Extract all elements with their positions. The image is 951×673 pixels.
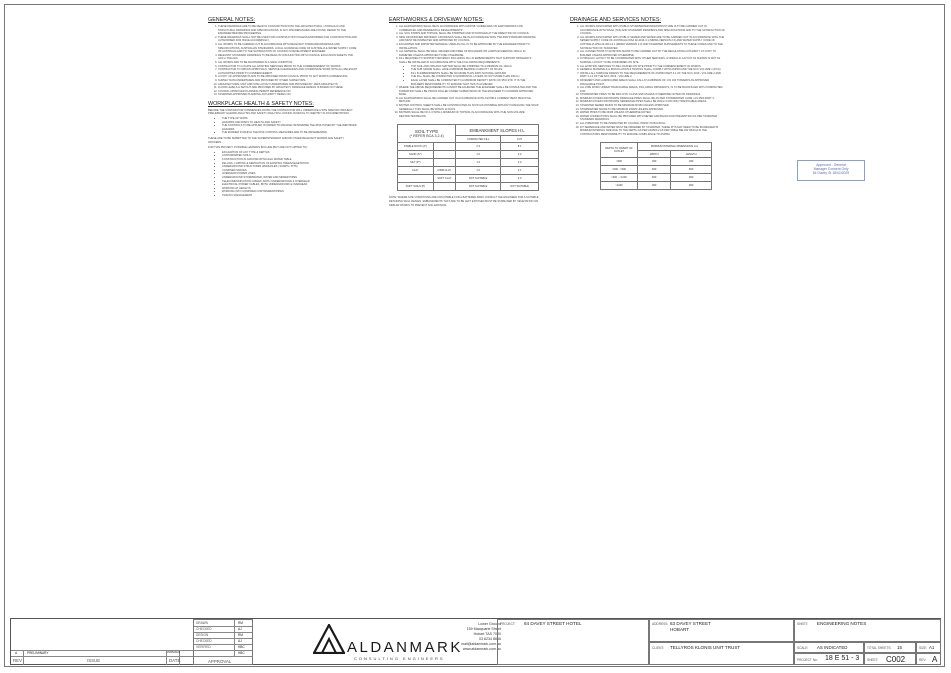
date-cell: 20/05/2024 [167, 651, 180, 654]
earthworks-bullet-item: • THE SUB GRADE SHALL HAVE A MINIMUM BEARING CAPACITY OF 50 kPa [411, 68, 539, 72]
company-subtitle: CONSULTING ENGINEERS [354, 656, 445, 661]
checked-value-2: AJ [238, 639, 242, 643]
whs-hazard-item: • ELECTRICAL POWER CABLES, BOTH UNDERGROUND & OVERHEAD [222, 183, 358, 187]
address-line: Lower Ground [478, 622, 501, 626]
whs-item: • THE TYPE OF WORK [222, 117, 358, 121]
embankment-cell: 1:4 [501, 159, 539, 167]
pit-cell: 900 [638, 182, 671, 190]
drainage-note-item: 1. ALL WORKS ASSOCIATED WITH PUBLIC STORMWATER INFRASTRUCTURE IS TO BE CARRIED OUT IN ACCORDANCE WITH WSAA (TAS) AND STANDARD DRAWINGS AND SPECIFICATIONS AND TO THE SATISFACTION OF COUNCIL. [580, 25, 725, 36]
general-note-item: 9. SURVEY DATA UNDERTAKEN AND PROVIDED BY OTHER SURVEYORS. [218, 79, 358, 83]
drainage-note-item: 3. ALL CONNECTIONS TO EXISTING MAINS TO BE CARRIED OUT BY THE REGULATING AUTHORITY AT COST TO BUILDER UNLESS APPROVED OTHERWISE. [580, 50, 725, 57]
client-value: TELLYROS KLONIS UNIT TRUST [670, 645, 741, 650]
embankment-row [398, 151, 539, 159]
earthworks-bullet-item: • TOP SOIL AND ORGANIC MATTER SHALL BE STRIPPED TO A MINIMUM OF 100mm [411, 65, 539, 69]
address-line: www.aldanmark.com.au [462, 647, 501, 651]
checked-value-1: AJ [238, 627, 242, 631]
total-sheets-cell [864, 642, 916, 653]
embankment-cell: STABLE ROCK (A*) [398, 143, 434, 151]
drainage-notes [570, 17, 725, 190]
earthworks-note-item: 8. ALL EARTHWORKS SHALL BE CARRIED OUT IN ACCORDANCE WITH AS3798 & CURRENT BEST PRACTICE METHOD. [399, 97, 539, 104]
whs-hazard-item: • CONTAMINATED SOILS [222, 154, 358, 158]
earthworks-bullets [389, 65, 539, 87]
date-header: DATE [169, 658, 181, 663]
drawn-label: DRAWN [196, 621, 208, 625]
aldanmark-logo-icon [313, 624, 345, 654]
embankment-row [398, 167, 539, 175]
whs-hazard-item: • CONFINED SPACES [222, 169, 358, 173]
scale-label: SCALE: [797, 646, 809, 650]
pit-width-header: WIDTH [638, 151, 671, 158]
embankment-cell: 2:3 [501, 175, 539, 183]
signoff-block [193, 619, 253, 665]
pit-row [601, 182, 712, 190]
drainage-note-item: 18. FIT SEWERAGE AND WATER MUST BE ORDERED BY TASWATER. THESE PITS MAY NEED TO BE INCREASED IN MINIMUM INTERNAL SIZE DUE TO THE DEPTH AS PER AS3500.2 AS PER TABLE BELOW WHICH IN THE CONTRACTORS RESPONSIBILITY TO ENSURE COMPLIANCE TO AS3500. [580, 126, 725, 137]
drainage-note-item: 6. GENERAL MATERIALS & INSTALLATION & TESTING SHALL COMPLY WITH AS3500 AND THE NCC VOLUME 1 (PCA). [580, 68, 725, 72]
whs-item: • THE MANNER IN WHICH THE RISK CONTROL MEASURES ARE TO BE IMPLEMENTED [222, 131, 358, 135]
company-name: ALDANMARK [347, 639, 463, 656]
whs-hazard-item: • FELLING, LOPPING & DEMOLITION OF EXISTING TREES/VEGETATION [222, 162, 358, 166]
embankment-cell [433, 143, 455, 151]
general-note-item: 8. A COPY OF APPROVED PLANS TO BE OBTAINED FROM COUNCIL PRIOR TO ANY WORKS COMMENCING. [218, 75, 358, 79]
checked-label-1: CHECKED [196, 627, 212, 631]
revision-number-value: A [932, 655, 938, 664]
drainage-note-item: 4. HYDRAULIC LAYOUT TO BE COORDINATED WITH OTHER SERVICES. HYDRAULIC LAYOUT AS SHOWN IS NOT AS NOMINAL LAYOUT TO BE CONFIRMED ON SITE. [580, 57, 725, 64]
embankment-cell: 2:3 [456, 143, 501, 151]
pit-cell: 450 [671, 158, 712, 166]
drainage-note-item: 9. ALL PIPE WORK UNDER TRAFFICABLE AREAS, INCLUDING DRIVEWAYS, IS TO BE BACKFILLED WITH COMPACTED FCR. [580, 86, 725, 93]
general-note-item: 5. ALL WORKS ARE TO BE MAINTAINED IN A SAFE CONDITION. [218, 61, 358, 65]
whs-item: • THE CONTROLS TO BE APPLIED IN ORDER TO MANAGE OR MINIMISE THE RISK POSED BY THE IDENTIFIED HAZARDS [222, 124, 358, 131]
earthworks-note-item: 3. NEW OR MODIFIED DRIVEWAY CROSSINGS SHALL BE IN ACCORDANCE WITH TSD-R09 STANDARD DRAWING AND MUST BE INSPECTED AND APPROVED BY COUNCIL. [399, 36, 539, 43]
embankment-cell: SILT (P*) [398, 159, 434, 167]
pit-row [601, 158, 712, 166]
sheet-title-cell [794, 619, 941, 642]
design-label: DESIGN [196, 633, 209, 637]
address-label: ADDRESS: [652, 622, 669, 626]
drainage-note-item: 12. MINIMUM COVER FOR PRIVATE SEWERAGE PIPES SHALL BE 300mm FOR NON-TRAFFICABLE AREAS. [580, 100, 725, 104]
drainage-note-item: 10. STORMWATER PIPES TO BE RRJ uPVC CLASS SN8 UNLESS OTHERWISE NOTED ON DRAWINGS. [580, 93, 725, 97]
address-line: Hobart TAS 7000 [473, 632, 501, 636]
pit-cell: 900 [671, 182, 712, 190]
embankment-cell: 1:4 [456, 159, 501, 167]
pit-depth-header: DEPTH TO INVERT OF OUTLET [601, 143, 638, 158]
drainage-note-item: 17. ALL PIPEWORK TO BE INSPECTED BY COUNCIL PRIOR TO BACKFILL. [580, 122, 725, 126]
embankment-row [398, 143, 539, 151]
pit-cell: 600 [638, 166, 671, 174]
embankment-cell: NOT SUITABLE [501, 183, 539, 191]
embankment-header: EMBANKMENT SLOPES H:L [456, 125, 539, 136]
stamp-line-3: 54 Davey St 18/02/2025 [812, 171, 850, 175]
general-notes-list [208, 25, 358, 97]
size-value: A1 [929, 645, 935, 650]
drainage-note-item: 8. PAVEMENT AND LANDSCAPED AREAS SHALL FALL AT A MINIMUM OF 1 IN 100 TOWARDS AN APPROVED DISCHARGE POINT. [580, 79, 725, 86]
earthworks-note-item: 9. BATTER CONTROL SHEETS SHALL BE CONSTRUCTED AS SOON AS POSSIBLE WITHOUT DAMAGING THE SOAP. GENERALLY THIS SHALL BE WITHIN 14 DAYS. [399, 104, 539, 111]
drainage-note-item: 2. ALL WORKS ASSOCIATED WITH PUBLIC SEWER AND WATER ARE TO BE CARRIED OUT IN ACCORDANCE WITH THE SEWER SUPPLY CODE OF AUSTRALIA WSA 02-2014-3.1 (MRWA VERSION 2.0) AND WATER SUPPLY CODE OF AUSTRALIA WSA 03-2011-3.1 (MRWA VERSION 2.0) AND TASWATER SUPPLEMENTS TO THESE CODES AND TO THE SATISFACTION OF TASWATER. [580, 36, 725, 50]
drainage-note-item: 14. STORMWATER MAINS TO BE MINIMUM DN225 UNLESS APPROVED. [580, 108, 725, 112]
site-address-1: 63 DAVEY STREET [670, 621, 711, 626]
project-number-cell [794, 653, 864, 665]
general-note-item: 6. CONTRACTOR TO LOCATE ALL EXISTING SERVICES PRIOR TO THE COMMENCEMENT OF WORKS. [218, 65, 358, 69]
address-line: 03 6234 8666 [479, 637, 501, 641]
general-note-item: 12. COUNCIL APPROVED PLANNING PERMIT REFERENCE NO. [218, 90, 358, 94]
general-note-item: 4. RELEVANT STANDARD DRAWINGS TO BE READ IN CONJUNCTION WITH COUNCIL EXCLUSION SHEETS TSD-G01 to TSD-G04. [218, 54, 358, 61]
earthworks-note-item: 2. ALL SOIL STRIPS AND TOPSOIL SHALL BE STRIPPED AND STOCKPILED AT THE DIRECTION OF COUNCIL. [399, 32, 539, 36]
company-address [451, 622, 501, 652]
embankment-cell: SOFT CLAY [433, 175, 455, 183]
embankment-row [398, 175, 539, 183]
size-cell [916, 642, 941, 653]
design-value: RM [238, 633, 243, 637]
stamp-line-2: Manager Consent Only [813, 167, 849, 171]
whs-notes-title: WORKPLACE HEALTH & SAFETY NOTES: [208, 100, 314, 107]
embankment-cell: SOFT SOILS (P) [398, 183, 434, 191]
earthworks-note-item: 7. WHERE THE ABOVE REQUIREMENTS CANNOT BE ACHIEVED THE ENGINEER SHALL BE CONSULTED AND THE FORMATION SHALL BE PROOF ROLLED UNDER SUPERVISION OF THE ENGINEER TO CONFIRM APPROVED BASE. [399, 86, 539, 97]
embankment-cell: CLAY [398, 167, 434, 175]
sheet-number-label: SHEET: [867, 658, 879, 662]
drainage-note-item: 13. TASWATER SEWER MAINS TO BE MINIMUM DN150 UNLESS APPROVED. [580, 104, 725, 108]
drainage-list [570, 25, 725, 136]
drainage-note-item: 16. WATER CONNECTIONS SHALL BE PROVIDED WITH METER AND BACKFLOW PREVENTION AS PER TASWATER STANDARD DRAWINGS. [580, 115, 725, 122]
sheet-title-value: ENGINEERING NOTES [817, 621, 867, 626]
earthworks-bullet-item: • EACH LAYER SHALL BE COMPACTED TO A MINIMUM DENSITY RATIO OF 95% STD. IT IS THE BUILDERS RESPONSIBILITY TO ENSURE THAT THIS IS ACHIEVED [411, 79, 539, 86]
general-note-item: 13. TASWATER APPROVED PLANNING AUTHORITY REFEC NO. [218, 93, 358, 97]
embankment-cell: NOT SUITABLE [456, 183, 501, 191]
project-number-label: PROJECT No: [797, 658, 818, 662]
general-notes [208, 17, 358, 198]
embankment-cell: 8:1 [501, 143, 539, 151]
whs-hazard-item: • EXCAVATION OF ANY TYPE & DEPTHS [222, 151, 358, 155]
whs-list-2 [208, 151, 358, 198]
general-note-item: 10. ARCHITECTURAL UNIT AND SITE LAYOUT UNDERTAKEN AND PROVIDED BY JAWS ARCHITECTS. [218, 83, 358, 87]
address-cell [649, 619, 794, 642]
soil-type-header: SOIL TYPE [414, 129, 439, 135]
site-address-2: HOBART [670, 627, 690, 632]
verified-value: HBC [238, 645, 245, 649]
embankment-table [397, 124, 539, 191]
drainage-note-item: 11. MINIMUM COVER FOR PRIVATE DRAINAGE PIPES SHALL BE AS PER STORMWATER CODE / AS 3500 PART 3. [580, 97, 725, 101]
whs-intro: BEFORE THE CONTRACTOR COMMENCES DOING THE CONTRACTOR WILL UNDERTAKE A SITE SPECIFIC PROJECT PRELIMINARY HAZARD ANALYSIS AND SAFETY ANALYSIS LOOKING IN DETAIL TO IDENTIFY IN DOCUMENTATION: [208, 108, 353, 116]
pit-row [601, 166, 712, 174]
approval-header: APPROVAL [208, 659, 232, 664]
embankment-cell [433, 151, 455, 159]
total-sheets-value: 15 [897, 645, 902, 650]
sheet-number-value: C002 [886, 655, 906, 664]
embankment-cell: 1:1 [501, 167, 539, 175]
scale-cell [794, 642, 864, 653]
project-cell [497, 619, 649, 665]
rev-header: REV [13, 658, 23, 663]
drainage-note-item: 7. INSTALL ALL SURFACE DRAINS TO THE REQUIREMENTS OF AS3500 PART 3.1 OF THE NCC 2019 - VOLUME 2 AND PART 3.1.2 OF THE NCC 2019 - VOLUME 2. [580, 72, 725, 79]
general-note-item: 1. THESE DRAWINGS ARE TO BE READ IN CONJUNCTION WITH THE ARCHITECTURAL, HYDRAULIC AND STRUCTURAL DRAWINGS AND SPECIFICATIONS. IF ANY DISCREPANCIES ARE FOUND, REFER TO THE ENGINEER BEFORE PROCEEDING. [218, 25, 358, 36]
earthworks-notes [389, 17, 539, 208]
earthworks-title: EARTHWORKS & DRIVEWAY NOTES: [389, 17, 484, 23]
earthworks-list-2 [389, 86, 539, 118]
client-cell [649, 642, 794, 665]
whs-hazard-item: • CONSTRUCTION IN GROUND WITH HIGH WATER TABLE [222, 158, 358, 162]
whs-hazard-item: • TELECOMMUNICATION CABLES, BOTH UNDERGROUND & OVERHEAD [222, 180, 358, 184]
general-note-item: 7. CONTRACTOR TO OBTAIN APPROVALS, SERVICE CLEARANCES AND COORDINATE WORK WITH ALL RELEVANT AUTHORITIES PRIOR TO COMMENCEMENT. [218, 68, 358, 75]
embankment-row [398, 183, 539, 191]
issue-cell: PRELIMINARY [27, 651, 49, 655]
general-note-item: 3. ALL WORKS TO BE CARRIED OUT IN ACCORDANCE WITH RELEVANT STANDARD DRAWINGS AND SPECIFICATIONS, AUSTRALIAN STANDARDS, LOCAL GUIDANCE CODE OF AUSTRALIA & WATER SUPPLY CODE OF AUSTRALIA AND TO THE SATISFACTION OF COUNCIL'S DEVELOPMENT ENGINEER. [218, 43, 358, 54]
whs-hazard-item: • WORKING AT HEIGHTS [222, 187, 358, 191]
sheet-number-cell [864, 653, 916, 665]
embankment-cell [433, 159, 455, 167]
project-label: PROJECT: [500, 622, 516, 626]
whs-hazard-item: • UNDERGROUND STORMWATER, WATER AND SEWER PIPES [222, 176, 358, 180]
pit-cell: 900 [671, 174, 712, 182]
soil-type-ref: (* REFER BCA 3.2.4) [409, 134, 444, 139]
embankment-row [398, 159, 539, 167]
general-note-item: 11. FLOOR LEVELS & SETOUT ARE PROVIDED BY ARCHITECT. DRAINAGE DESIGN IS BASED ON THESE. [218, 86, 358, 90]
drainage-title: DRAINAGE AND SERVICES NOTES: [570, 17, 661, 23]
pit-size-table [600, 142, 712, 190]
pit-cell: >1200 [601, 182, 638, 190]
general-notes-title: GENERAL NOTES: [208, 17, 256, 23]
embankment-cell: 1:2 [456, 151, 501, 159]
whs-lead: FOR THIS PROJECT, POSSIBLE HAZARDS INCLUDE (BUT ARE NOT LIMITED TO): [208, 146, 308, 150]
verified-label: VERIFIED [196, 645, 211, 649]
drawn-value: RM [238, 621, 243, 625]
title-block [10, 618, 941, 665]
pit-cell: >900 - <1200 [601, 174, 638, 182]
pit-cell: 600 [638, 174, 671, 182]
drainage-note-item: 15. WATER PIPES TO BE DN25 UNLESS OTHERWISE NOTED. [580, 111, 725, 115]
earthworks-note-item: 6. FILL REQUIRED TO SUPPORT DRIVEWAY INCLUDING FILL IN EMBANKMENTS THAT SUPPORT DRIVEWAYS SHALL BE INSTALLED IN ACCORDANCE WITH THE FOLLOWING REQUIREMENTS: [399, 57, 539, 64]
whs-list-1 [208, 117, 358, 135]
pit-cell: 600 [671, 166, 712, 174]
scale-value: AS INDICATED [817, 645, 848, 650]
address-line: mail@aldanmark.com.au [461, 642, 501, 646]
revision-table [11, 619, 193, 665]
pit-cell: >600 - <900 [601, 166, 638, 174]
pit-cell: 450 [638, 158, 671, 166]
whs-item: • HAZARDS AND RISKS TO HEALTH AND SAFETY [222, 121, 358, 125]
whs-hazard-item: • WORKING INTO CONFINED CONTAINMENT/PIPES [222, 190, 358, 194]
approval-cell: HBC [238, 651, 245, 655]
pit-dim-header: MINIMUM INTERNAL DIMENSIONS mm [638, 143, 712, 151]
embankment-cell: 1:2 [456, 167, 501, 175]
project-value: 64 DAVEY STREET HOTEL [524, 621, 582, 626]
project-number-value: 18 E 51 - 3 [825, 655, 860, 662]
earthworks-note-item: 10. BATTERS SHALL BE NO 1:3 WITH A MINIMUM OF TOPSOIL IN ACCORDANCE WITH THE NON-VOLUME RESTRICTED BELOW. [399, 111, 539, 118]
revision-number-cell [916, 653, 941, 665]
total-sheets-label: TOTAL SHEETS: [867, 646, 892, 650]
pit-cell: <600 [601, 158, 638, 166]
earthworks-note-item: 5. ALL MATERIAL SHALL BE WELL GRADED AND FREE OF BOULDERS OR LUMPS EXCEEDING 100mm IN DIAMETER UNLESS APPROVED TO BE OTHERWISE. [399, 50, 539, 57]
general-note-item: 2. THESE DRAWINGS SHALL NOT BE USED FOR CONSTRUCTION UNLESS ENDORSED FOR CONSTRUCTION AND AUTHORISED FOR ISSUE ACCORDINGLY. [218, 36, 358, 43]
cut-header: CUT [501, 136, 539, 143]
size-label: SIZE: [919, 646, 927, 650]
checked-label-2: CHECKED [196, 639, 212, 643]
earthworks-note-item: 1. ALL EARTHWORKS SHALL BE IN ACCORDANCE WITH AS3798 "GUIDELINES ON EARTHWORKS FOR COMMERCIAL AND RESIDENTIAL DEVELOPMENTS". [399, 25, 539, 32]
approval-stamp [797, 160, 865, 181]
embankment-cell [433, 183, 455, 191]
earthworks-note: NOTE: WHERE SITE CONDITIONS ARE UNSUITABLE FOR A BATTERED BANK CONSULT THE ENGINEER FOR A SUITABLE RETAINING WALL DESIGN. EMBANKMENTS THAT ARE TO BE LEFT EXPOSED MUST BE STABILISED BY VEGETATION OR SIMILAR WORKS TO PREVENT SOIL EROSION. [389, 196, 539, 207]
earthworks-bullet-item: • FILL IN EMBANKMENTS SHALL BE NO MORE THAN 200% NATURAL GROUND [411, 72, 539, 76]
embankment-cell: SAND (S*) [398, 151, 434, 159]
sheet-title-label: SHEET: [797, 622, 809, 626]
client-label: CLIENT: [652, 646, 664, 650]
stamp-line-1: Approved - General [816, 163, 846, 167]
earthworks-note-item: 4. EXCAVATED AND IMPORTED MATERIAL USED AS FILL IS TO BE APPROVED BY THE ENGINEER PRIOR TO INSTALLATION. [399, 43, 539, 50]
whs-mid: THESE ARE TO BE SUBMITTED TO THE SUPERINTENDENT AND/OR OTHER RELEVANT WORKPLACE SAFETY OFFICERS. [208, 137, 344, 144]
rev-cell: A [15, 651, 18, 655]
earthworks-list [389, 25, 539, 65]
pit-row [601, 174, 712, 182]
whs-hazard-item: • TRAFFIC MANAGEMENT [222, 194, 358, 198]
whs-hazard-item: • OVERHEAD POWER LINES [222, 172, 358, 176]
address-line: 159 Macquarie Street [466, 627, 501, 631]
drainage-note-item: 5. ALL EXISTING SERVICES TO BE LOCATED ON SITE PRIOR TO THE COMMENCEMENT OF WORKS. [580, 65, 725, 69]
embankment-cell: NOT SUITABLE [456, 175, 501, 183]
embankment-cell: 1:2 [501, 151, 539, 159]
issue-header: ISSUE [87, 658, 101, 663]
pit-length-header: LENGTH [671, 151, 712, 158]
earthworks-bullet-item: • THE FILL SHALL BE COMPACTED IN HORIZONTAL LAYERS OF NOT MORE THAN 200mm [411, 75, 539, 79]
compacted-fill-header: COMPACTED FILL [456, 136, 501, 143]
embankment-cell [398, 175, 434, 183]
embankment-cell: FIRM CLAY [433, 167, 455, 175]
whs-hazard-item: • UNDERGROUND STRUCTURES (MANHOLES / SUMPS / PITS) [222, 165, 358, 169]
revision-number-label: REV: [919, 658, 927, 662]
